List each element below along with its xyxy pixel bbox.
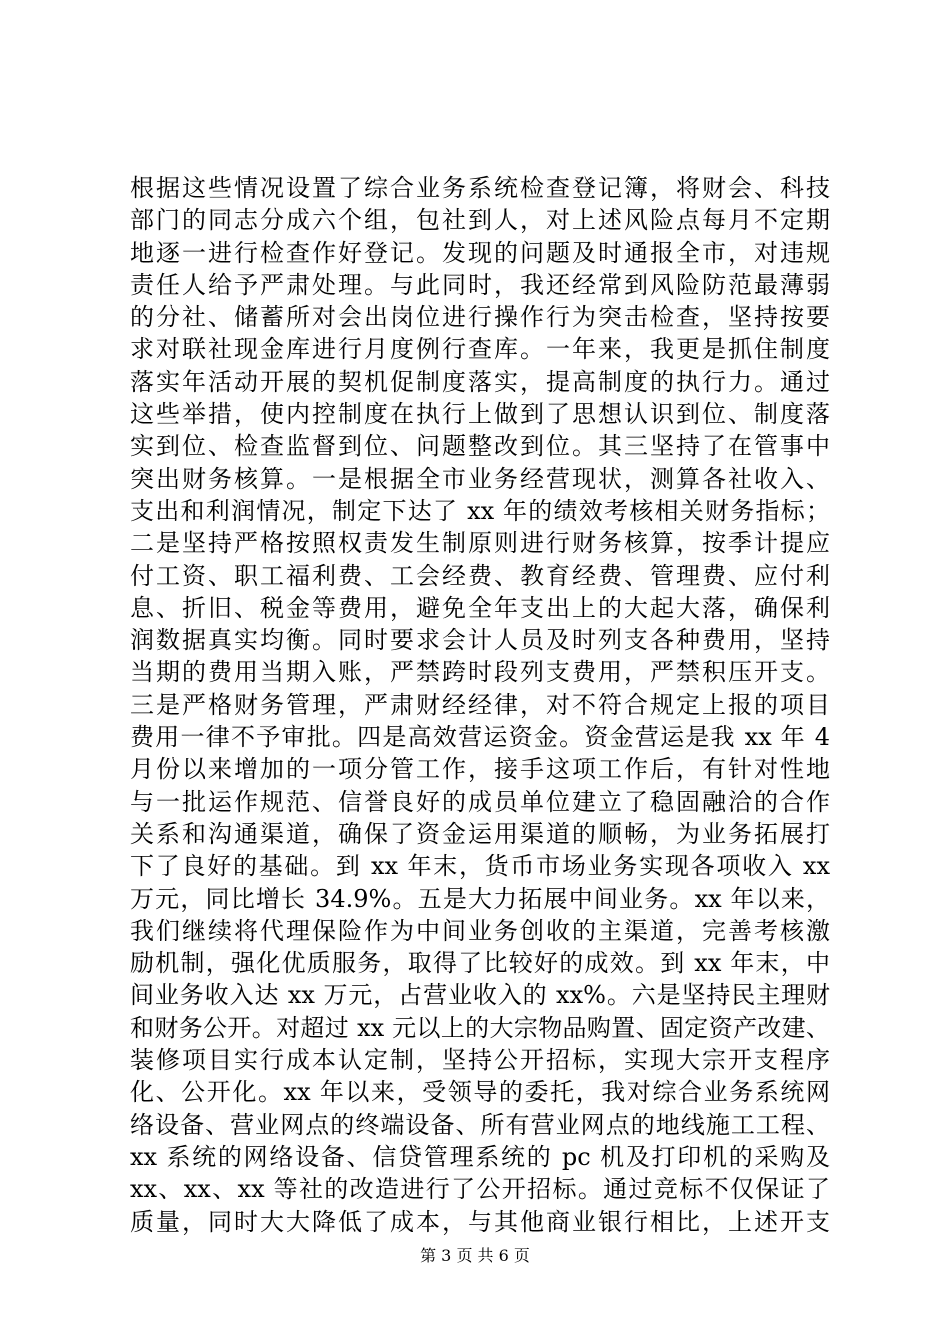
text-line: 关系和沟通渠道，确保了资金运用渠道的顺畅，为业务拓展打 [130, 819, 830, 848]
text-line: 当期的费用当期入账，严禁跨时段列支费用，严禁积压开支。 [130, 658, 830, 687]
text-line: 求对联社现金库进行月度例行查库。一年来，我更是抓住制度 [130, 335, 830, 364]
text-line: 二是坚持严格按照权责发生制原则进行财务核算，按季计提应 [130, 529, 830, 558]
text-line: 根据这些情况设置了综合业务系统检查登记簿，将财会、科技 [130, 174, 830, 202]
text-line: 和财务公开。对超过 xx 元以上的大宗物品购置、固定资产改建、 [130, 1013, 830, 1042]
text-line: xx、xx、xx 等社的改造进行了公开招标。通过竞标不仅保证了 [130, 1175, 830, 1204]
text-line: xx 系统的网络设备、信贷管理系统的 pc 机及打印机的采购及 [130, 1142, 830, 1171]
text-line: 与一批运作规范、信誉良好的成员单位建立了稳固融洽的合作 [130, 787, 830, 816]
text-line: 实到位、检查监督到位、问题整改到位。其三坚持了在管事中 [130, 432, 830, 461]
text-line: 装修项目实行成本认定制，坚持公开招标，实现大宗开支程序 [130, 1046, 830, 1075]
text-line: 支出和利润情况，制定下达了 xx 年的绩效考核相关财务指标； [130, 496, 830, 525]
text-line: 部门的同志分成六个组，包社到人，对上述风险点每月不定期 [130, 206, 830, 235]
text-line: 化、公开化。xx 年以来，受领导的委托，我对综合业务系统网 [130, 1078, 830, 1107]
text-line: 突出财务核算。一是根据全市业务经营现状，测算各社收入、 [130, 464, 830, 493]
page-footer: 第 3 页 共 6 页 [420, 1246, 530, 1265]
text-line: 这些举措，使内控制度在执行上做到了思想认识到位、制度落 [130, 400, 830, 429]
text-line: 的分社、储蓄所对会出岗位进行操作行为突击检查，坚持按要 [130, 303, 830, 332]
text-line: 月份以来增加的一项分管工作，接手这项工作后，有针对性地 [130, 755, 830, 784]
text-line: 励机制，强化优质服务，取得了比较好的成效。到 xx 年末，中 [130, 949, 830, 978]
text-line: 三是严格财务管理，严肃财经经律，对不符合规定上报的项目 [130, 690, 830, 719]
text-line: 质量，同时大大降低了成本，与其他商业银行相比，上述开支 [130, 1207, 830, 1236]
text-line: 润数据真实均衡。同时要求会计人员及时列支各种费用，坚持 [130, 626, 830, 655]
text-line: 息、折旧、税金等费用，避免全年支出上的大起大落，确保利 [130, 593, 830, 622]
text-line: 络设备、营业网点的终端设备、所有营业网点的地线施工工程、 [130, 1110, 830, 1139]
text-line: 我们继续将代理保险作为中间业务创收的主渠道，完善考核激 [130, 916, 830, 945]
text-line: 费用一律不予审批。四是高效营运资金。资金营运是我 xx 年 4 [130, 723, 830, 752]
text-line: 地逐一进行检查作好登记。发现的问题及时通报全市，对违规 [130, 238, 830, 267]
body-text [130, 172, 830, 1238]
text-line: 落实年活动开展的契机促制度落实，提高制度的执行力。通过 [130, 367, 830, 396]
text-line: 付工资、职工福利费、工会经费、教育经费、管理费、应付利 [130, 561, 830, 590]
text-line: 责任人给予严肃处理。与此同时，我还经常到风险防范最薄弱 [130, 270, 830, 299]
text-line: 下了良好的基础。到 xx 年末，货币市场业务实现各项收入 xx [130, 852, 830, 881]
text-line: 间业务收入达 xx 万元，占营业收入的 xx%。六是坚持民主理财 [130, 981, 830, 1010]
text-line: 万元，同比增长 34.9%。五是大力拓展中间业务。xx 年以来， [130, 884, 830, 913]
